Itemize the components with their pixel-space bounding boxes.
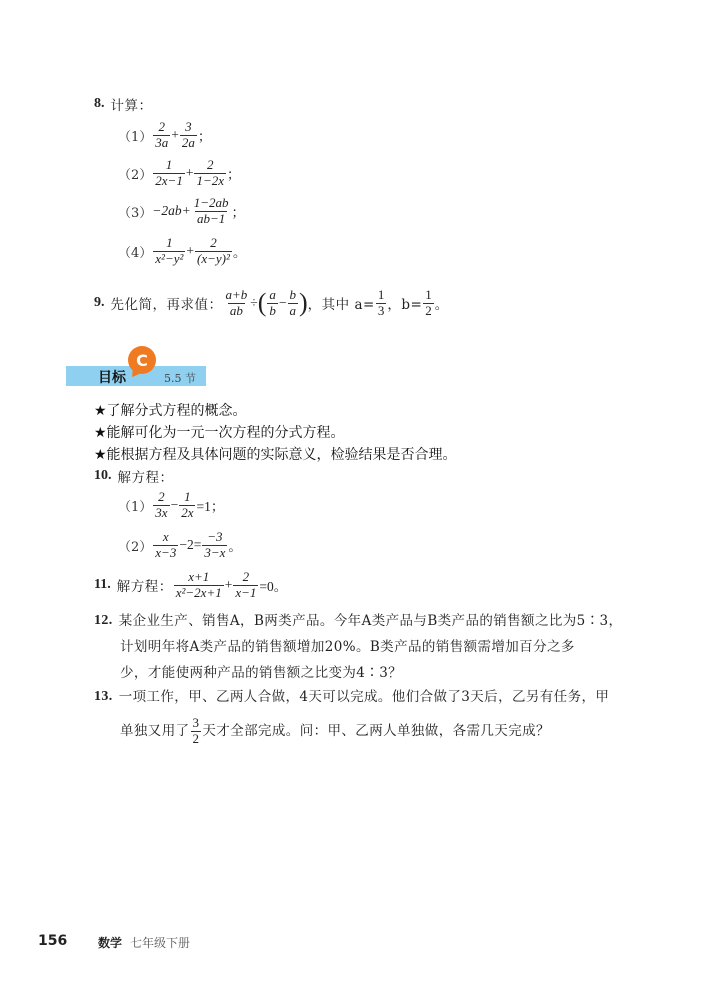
q12-line-3: 少，才能使两种产品的销售额之比变为4∶3？ xyxy=(120,665,403,681)
punct: ； xyxy=(227,167,241,183)
operator: − xyxy=(278,295,287,311)
punct: 。 xyxy=(434,297,449,314)
goal-1: ★了解分式方程的概念。 xyxy=(94,403,247,419)
fraction: $\frac{-3}{3-x}$ xyxy=(204,529,226,560)
q13-text-pre: 单独又用了 xyxy=(120,723,190,740)
page-number: 156 xyxy=(38,933,68,949)
q8-header xyxy=(94,94,153,114)
q10-item-2 xyxy=(118,530,242,561)
rhs: 。 xyxy=(228,539,242,555)
fraction: $\frac{2}{3x}$ xyxy=(155,489,168,520)
operator: + xyxy=(171,127,179,143)
operator: + xyxy=(186,243,195,259)
q12-line-2: 计划明年将A类产品的销售额增加20%。B类产品的销售额需增加百分之多 xyxy=(120,639,575,655)
punct: ； xyxy=(231,205,246,221)
fraction: $\frac{1-2ab}{ab-1}$ xyxy=(193,195,229,226)
operator: − xyxy=(170,497,179,513)
banner-title: 目标 xyxy=(98,370,126,386)
divide-sign: ÷ xyxy=(250,295,258,311)
fraction: $\frac{b}{a}$ xyxy=(289,287,296,318)
q8-item-3 xyxy=(118,196,245,227)
q13-number: 13. xyxy=(94,689,113,704)
q13 xyxy=(94,684,634,747)
expression: −2ab+ xyxy=(152,203,191,219)
item-label: （2） xyxy=(118,167,153,183)
fraction: $\frac{3}{2}$ xyxy=(192,715,200,746)
rhs: =0。 xyxy=(259,579,288,595)
q13-line-1 xyxy=(94,684,634,710)
q9-number: 9. xyxy=(94,295,105,311)
left-paren: ( xyxy=(257,288,267,318)
fraction: $\frac{1}{\text{x²−y²}}$ xyxy=(155,235,184,266)
fraction: $\frac{2}{1-2x}$ xyxy=(196,157,224,188)
q11 xyxy=(94,570,287,601)
q9-where: ，其中 a= xyxy=(307,297,375,314)
q12-line-1 xyxy=(94,608,624,634)
q10-item-1 xyxy=(118,490,224,521)
item-label: （4） xyxy=(118,245,153,261)
q8-number: 8. xyxy=(94,96,105,111)
q8-title: 计算： xyxy=(110,98,153,114)
item-label: （1） xyxy=(118,129,153,145)
goal-2: ★能解可化为一元一次方程的分式方程。 xyxy=(94,425,345,441)
q13-line-2 xyxy=(94,716,634,747)
punct: 。 xyxy=(232,245,247,261)
fraction: $\frac{x}{x-3}$ xyxy=(155,529,177,560)
operator: + xyxy=(185,165,194,181)
fraction: $\frac{1}{2}$ xyxy=(425,287,432,318)
fraction: $\frac{x+1}{\text{x²−2x+1}}$ xyxy=(175,569,222,600)
operator: + xyxy=(224,577,233,593)
section-ref: 5.5 节 xyxy=(164,372,196,385)
q11-number: 11. xyxy=(94,577,111,593)
q13-text: 一项工作，甲、乙两人合做，4天可以完成。他们合做了3天后，乙另有任务，甲 xyxy=(118,689,610,705)
q9-text: 先化简，再求值： xyxy=(110,297,223,314)
item-label: （1） xyxy=(118,499,153,515)
item-label: （3） xyxy=(118,205,153,221)
q9 xyxy=(94,288,449,319)
q8-item-1 xyxy=(118,120,211,151)
punct: ； xyxy=(197,129,212,145)
fraction: $\frac{1}{2x}$ xyxy=(181,489,194,520)
q12 xyxy=(94,608,624,686)
level-badge-c: C xyxy=(128,346,156,374)
subject-label: 数学 xyxy=(98,936,123,950)
fraction: $\frac{a+b}{ab}$ xyxy=(225,287,248,318)
q13-text-post: 天才全部完成。问：甲、乙两人单独做，各需几天完成？ xyxy=(202,723,550,740)
q8-item-4 xyxy=(118,236,246,267)
fraction: $\frac{3}{2a}$ xyxy=(181,119,195,150)
q10-number: 10. xyxy=(94,468,112,483)
fraction: $\frac{2}{x-1}$ xyxy=(235,569,257,600)
q10-title: 解方程： xyxy=(117,470,174,486)
operator: −2= xyxy=(179,537,202,553)
fraction: $\frac{2}{3a}$ xyxy=(155,119,169,150)
q12-number: 12. xyxy=(94,613,113,628)
rhs: =1； xyxy=(196,499,225,515)
q8-item-2 xyxy=(118,158,241,189)
q12-text: 某企业生产、销售A，B两类产品。今年A类产品与B类产品的销售额之比为5∶3， xyxy=(118,613,623,629)
fraction: $\frac{2}{\text{(x−y)²}}$ xyxy=(197,235,230,266)
goal-3: ★能根据方程及具体问题的实际意义，检验结果是否合理。 xyxy=(94,447,457,463)
q11-title: 解方程： xyxy=(116,579,173,596)
book-label: 七年级下册 xyxy=(130,936,191,950)
fraction: $\frac{1}{3}$ xyxy=(377,287,385,318)
fraction: $\frac{1}{2x-1}$ xyxy=(155,157,183,188)
fraction: $\frac{a}{b}$ xyxy=(269,287,276,318)
right-paren: ) xyxy=(299,288,308,318)
q9-b-label: ，b= xyxy=(387,297,423,314)
q10-header xyxy=(94,466,174,486)
item-label: （2） xyxy=(118,539,153,555)
